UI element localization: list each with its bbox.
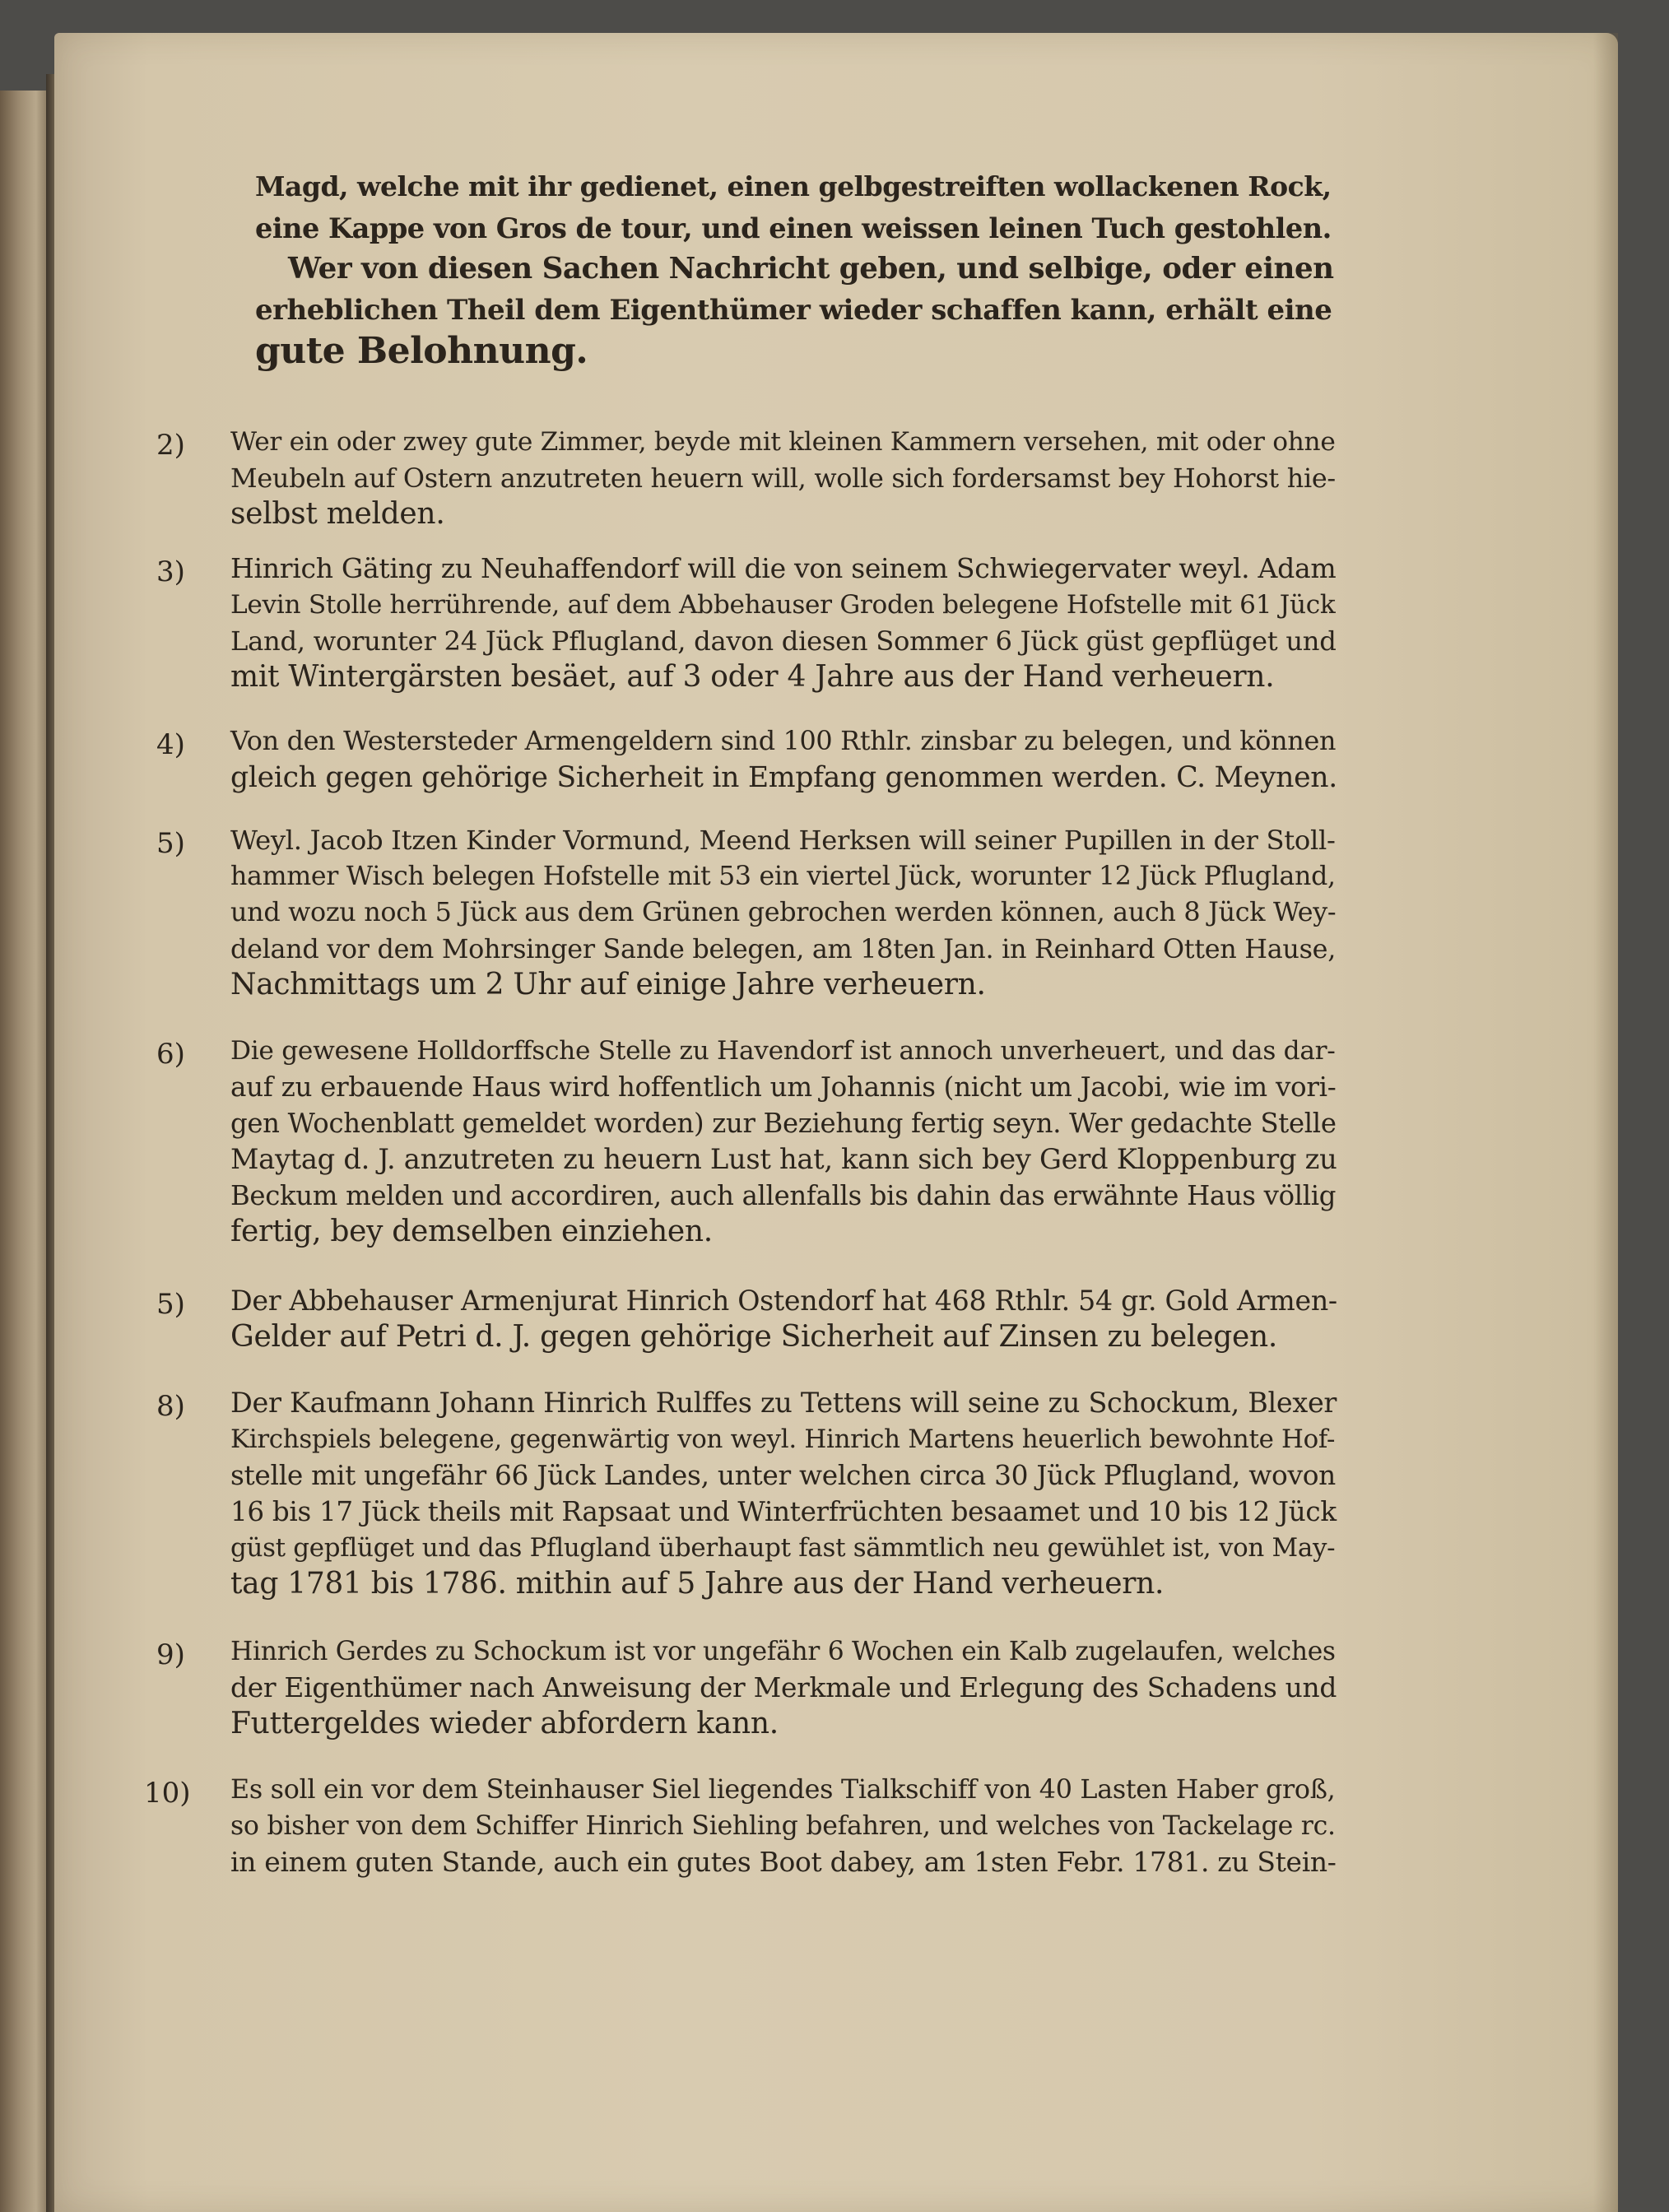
entry-line: Hinrich Gäting zu Neuhaffendorf will die von seinem Schwiegervater weyl. Adam: [230, 552, 1337, 584]
entry-line: Von den Westersteder Armengeldern sind 100 Rthlr. zinsbar zu belegen, und können: [230, 726, 1337, 756]
entry-number: 5): [156, 1288, 185, 1321]
entry-line: Land, worunter 24 Jück Pflugland, davon diesen Sommer 6 Jück güst gepflüget und: [230, 625, 1337, 657]
entry-line: selbst melden.: [230, 497, 445, 531]
entry-line: fertig, bey demselben einziehen.: [230, 1215, 713, 1248]
entry-line: Kirchspiels belegene, gegenwärtig von weyl. Hinrich Martens heuerlich bewohnte Hof-: [230, 1424, 1336, 1454]
book-gutter: [0, 91, 48, 2212]
entry-line: Meubeln auf Ostern anzutreten heuern will, wolle sich fordersamst bey Hohorst hie-: [230, 462, 1336, 494]
entry-number: 10): [144, 1777, 191, 1810]
entry-line: Wer ein oder zwey gute Zimmer, beyde mit kleinen Kammern versehen, mit oder ohne: [230, 427, 1336, 457]
entry-number: 9): [156, 1638, 185, 1671]
entry-number: 8): [156, 1390, 185, 1423]
entry-line: Futtergeldes wieder abfordern kann.: [230, 1707, 779, 1740]
entry-line: Levin Stolle herrührende, auf dem Abbehauser Groden belegene Hofstelle mit 61 Jück: [230, 590, 1336, 620]
entry-number: 2): [156, 429, 185, 462]
entry-line: so bisher von dem Schiffer Hinrich Siehling befahren, und welches von Tackelage rc.: [230, 1811, 1336, 1841]
entry-line: und wozu noch 5 Jück aus dem Grünen gebrochen werden können, auch 8 Jück Wey-: [230, 898, 1337, 927]
entry-number: 3): [156, 555, 185, 588]
intro-line: Magd, welche mit ihr gedienet, einen gelbgestreiften wollackenen Rock,: [255, 170, 1332, 202]
entry-line: der Eigenthümer nach Anweisung der Merkmale und Erlegung des Schadens und: [230, 1671, 1337, 1703]
entry-line: hammer Wisch belegen Hofstelle mit 53 ein viertel Jück, worunter 12 Jück Pflugland,: [230, 862, 1336, 891]
entry-line: auf zu erbauende Haus wird hoffentlich um Johannis (nicht um Jacobi, wie im vori-: [230, 1071, 1337, 1103]
entry-line: Hinrich Gerdes zu Schockum ist vor ungefähr 6 Wochen ein Kalb zugelaufen, welches: [230, 1637, 1336, 1666]
entry-line: Gelder auf Petri d. J. gegen gehörige Sicherheit auf Zinsen zu belegen.: [230, 1320, 1277, 1354]
intro-line: gute Belohnung.: [255, 330, 588, 372]
entry-line: güst gepflüget und das Pflugland überhaupt fast sämmtlich neu gewühlet ist, von May-: [230, 1533, 1336, 1563]
entry-number: 5): [156, 827, 185, 860]
entry-line: Der Abbehauser Armenjurat Hinrich Ostendorf hat 468 Rthlr. 54 gr. Gold Armen-: [230, 1285, 1337, 1317]
entry-line: Es soll ein vor dem Steinhauser Siel liegendes Tialkschiff von 40 Lasten Haber groß,: [230, 1775, 1336, 1805]
entry-line: deland vor dem Mohrsinger Sande belegen, am 18ten Jan. in Reinhard Otten Hause,: [230, 933, 1337, 964]
page-edge: [1593, 33, 1618, 2212]
entry-line: Weyl. Jacob Itzen Kinder Vormund, Meend Herksen will seiner Pupillen in der Stoll-: [230, 825, 1336, 856]
intro-line: Wer von diesen Sachen Nachricht geben, und selbige, oder einen: [288, 252, 1334, 286]
entry-number: 6): [156, 1038, 185, 1071]
entry-line: tag 1781 bis 1786. mithin auf 5 Jahre aus der Hand verheuern.: [230, 1567, 1165, 1601]
entry-line: Beckum melden und accordiren, auch allenfalls bis dahin das erwähnte Haus völlig: [230, 1180, 1337, 1211]
entry-line: in einem guten Stande, auch ein gutes Boot dabey, am 1sten Febr. 1781. zu Stein-: [230, 1846, 1337, 1878]
entry-line: mit Wintergärsten besäet, auf 3 oder 4 Jahre aus der Hand verheuern.: [230, 660, 1275, 694]
entry-line: Maytag d. J. anzutreten zu heuern Lust hat, kann sich bey Gerd Kloppenburg zu: [230, 1143, 1337, 1175]
entry-line: stelle mit ungefähr 66 Jück Landes, unter welchen circa 30 Jück Pflugland, wovon: [230, 1460, 1336, 1491]
entry-line: Der Kaufmann Johann Hinrich Rulffes zu Tettens will seine zu Schockum, Blexer: [230, 1387, 1337, 1419]
intro-line: eine Kappe von Gros de tour, und einen weissen leinen Tuch gestohlen.: [255, 211, 1332, 244]
entry-number: 4): [156, 728, 185, 761]
intro-line: erheblichen Theil dem Eigenthümer wieder schaffen kann, erhält eine: [255, 294, 1332, 327]
entry-line: gen Wochenblatt gemeldet worden) zur Beziehung fertig seyn. Wer gedachte Stelle: [230, 1108, 1337, 1139]
entry-line: gleich gegen gehörige Sicherheit in Empfang genommen werden. C. Meynen.: [230, 761, 1337, 794]
entry-line: Nachmittags um 2 Uhr auf einige Jahre verheuern.: [230, 968, 986, 1001]
entry-line: 16 bis 17 Jück theils mit Rapsaat und Winterfrüchten besaamet und 10 bis 12 Jück: [230, 1496, 1337, 1527]
entry-line: Die gewesene Holldorffsche Stelle zu Havendorf ist annoch unverheuert, und das dar-: [230, 1036, 1336, 1066]
